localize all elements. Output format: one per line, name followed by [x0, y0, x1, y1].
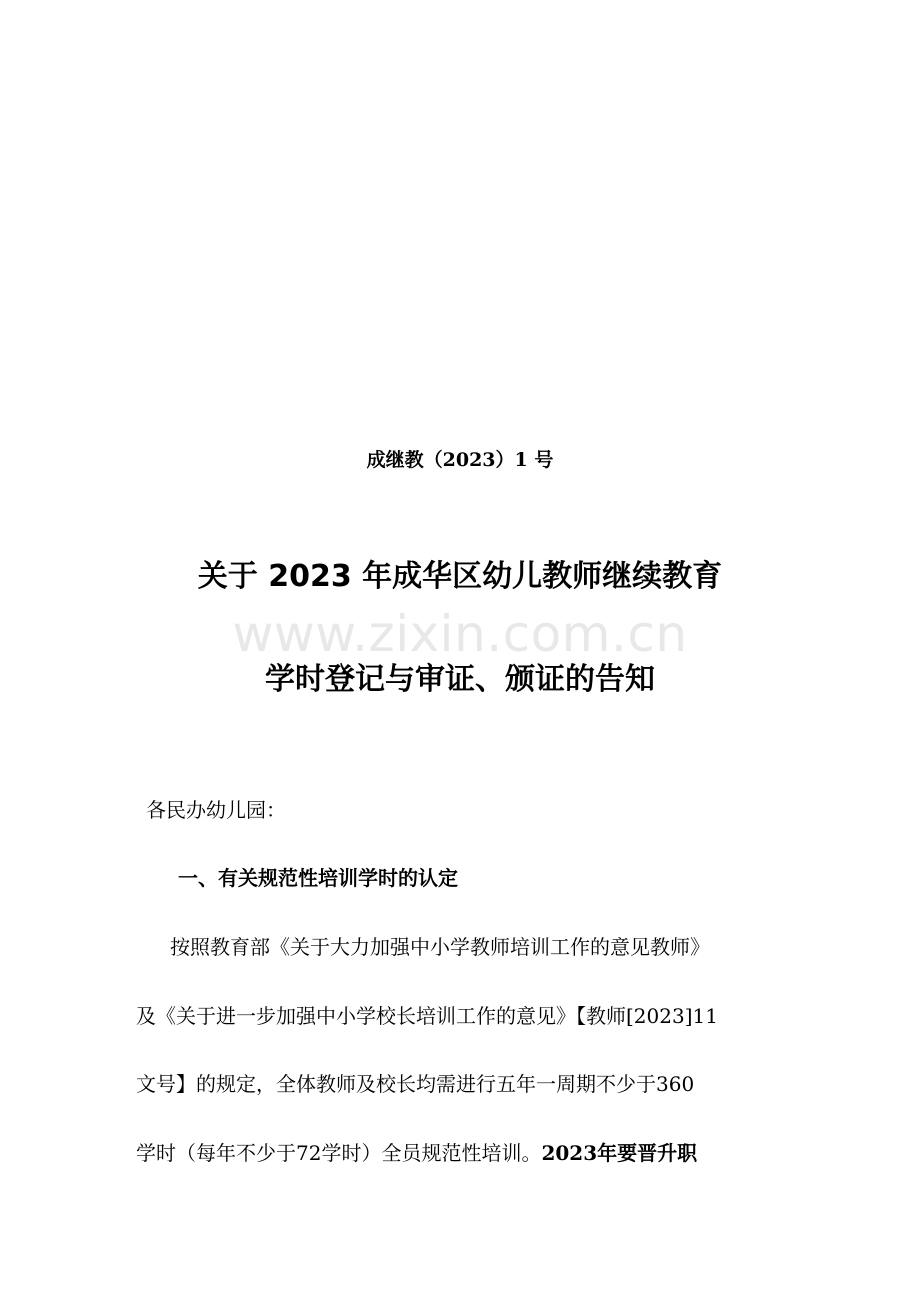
salutation: 各民办幼儿园：	[146, 798, 286, 822]
paragraph-line	[136, 1138, 786, 1168]
paragraph-text: 学时（每年不少于	[136, 1141, 296, 1165]
hours-number: 72	[296, 1141, 322, 1165]
paragraph-line	[170, 932, 790, 962]
section-heading: 一、有关规范性培训学时的认定	[178, 866, 458, 890]
hours-number: 360	[656, 1072, 695, 1096]
paragraph-line	[136, 1069, 786, 1099]
paragraph-text: 文号】的规定，全体教师及校长均需进行五年一周期不少于	[136, 1072, 656, 1096]
paragraph-bold-text: 年要晋升职	[597, 1141, 698, 1165]
paragraph-line	[136, 1001, 786, 1031]
watermark: www.zixin.com.cn	[232, 605, 688, 663]
paragraph-text: 及《关于进一步加强中小学校长培训工作的意见》【教师	[136, 1004, 626, 1028]
document-title-line-2: 学时登记与审证、颁证的告知	[265, 662, 655, 697]
paragraph-text: 按照教育部《关于大力加强中小学教师培训工作的意见教师》	[170, 935, 710, 959]
year-number: 2023	[541, 1141, 598, 1165]
document-number: 成继教（2023）1 号	[366, 449, 554, 471]
document-reference-number: [2023]11	[626, 1004, 718, 1028]
document-title-line-1: 关于 2023 年成华区幼儿教师继续教育	[197, 559, 723, 594]
paragraph-text: 学时）全员规范性培训。	[321, 1141, 542, 1165]
